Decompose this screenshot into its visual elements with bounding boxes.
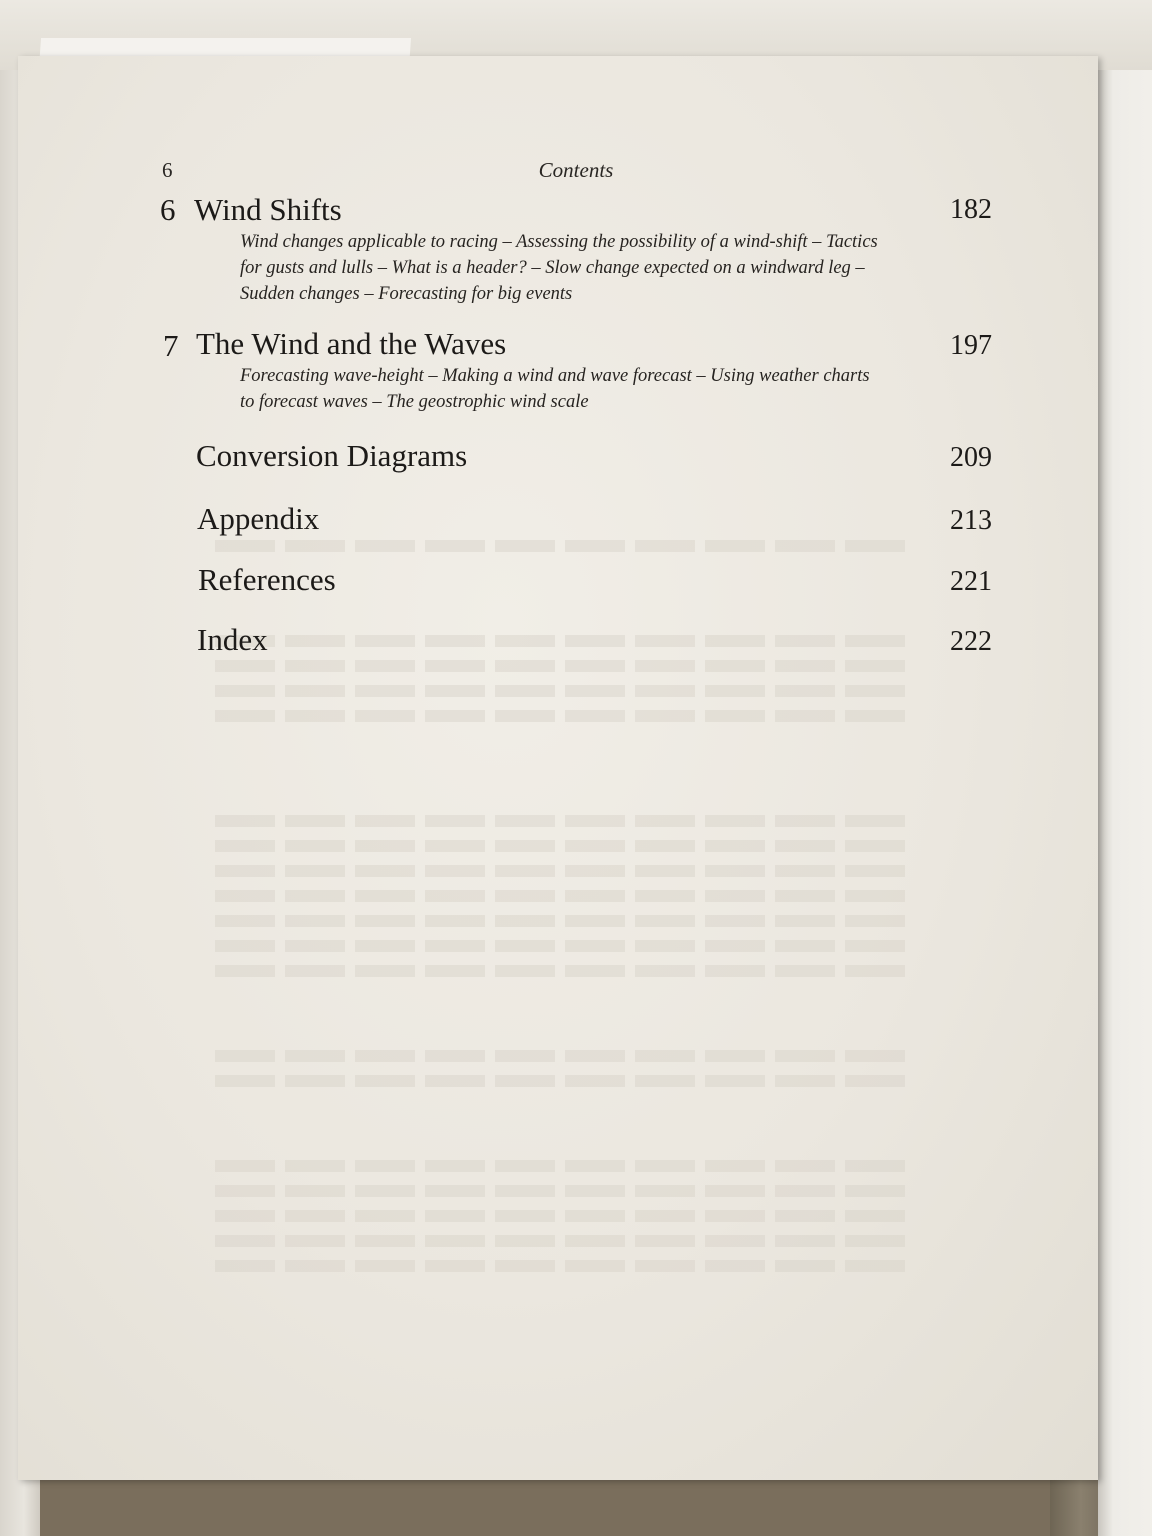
- backmatter-title: Index: [197, 622, 268, 657]
- show-through-text: [215, 915, 915, 927]
- show-through-text: [215, 815, 915, 827]
- show-through-text: [215, 1235, 915, 1247]
- show-through-text: [215, 1050, 915, 1062]
- chapter-title: Wind Shifts: [194, 192, 342, 227]
- show-through-text: [215, 1260, 915, 1272]
- show-through-text: [215, 1185, 915, 1197]
- facing-page-edge: [1098, 30, 1152, 1536]
- chapter-number: 6: [160, 192, 176, 227]
- backmatter-title: Appendix: [197, 501, 320, 536]
- show-through-text: [215, 635, 915, 647]
- backmatter-title: Conversion Diagrams: [196, 438, 468, 473]
- show-through-text: [215, 890, 915, 902]
- backmatter-page: 213: [950, 505, 992, 536]
- show-through-text: [215, 840, 915, 852]
- description-line: for gusts and lulls – What is a header? – Slow change expected on a windward leg –: [240, 258, 865, 278]
- show-through-text: [215, 965, 915, 977]
- show-through-text: [215, 865, 915, 877]
- page-number: 6: [162, 158, 173, 182]
- description-line: Sudden changes – Forecasting for big events: [240, 284, 573, 304]
- chapter-number: 7: [163, 328, 179, 363]
- description-line: Wind changes applicable to racing – Assessing the possibility of a wind-shift – Tactics: [240, 232, 878, 252]
- show-through-text: [215, 710, 915, 722]
- description-line: Forecasting wave-height – Making a wind and wave forecast – Using weather charts: [240, 366, 870, 386]
- chapter-page: 197: [950, 330, 992, 361]
- backmatter-page: 221: [950, 566, 992, 597]
- backmatter-title: References: [198, 562, 336, 597]
- show-through-text: [215, 685, 915, 697]
- show-through-text: [215, 1160, 915, 1172]
- show-through-text: [215, 940, 915, 952]
- backmatter-page: 209: [950, 442, 992, 473]
- show-through-text: [215, 660, 915, 672]
- chapter-page: 182: [950, 194, 992, 225]
- running-title: Contents: [538, 158, 614, 182]
- show-through-text: [215, 1210, 915, 1222]
- chapter-title: The Wind and the Waves: [196, 326, 507, 361]
- description-line: to forecast waves – The geostrophic wind scale: [240, 392, 589, 412]
- backmatter-page: 222: [950, 626, 992, 657]
- chapter-description: [240, 229, 960, 307]
- show-through-text: [215, 1075, 915, 1087]
- chapter-description: [240, 363, 960, 415]
- show-through-text: [215, 540, 915, 552]
